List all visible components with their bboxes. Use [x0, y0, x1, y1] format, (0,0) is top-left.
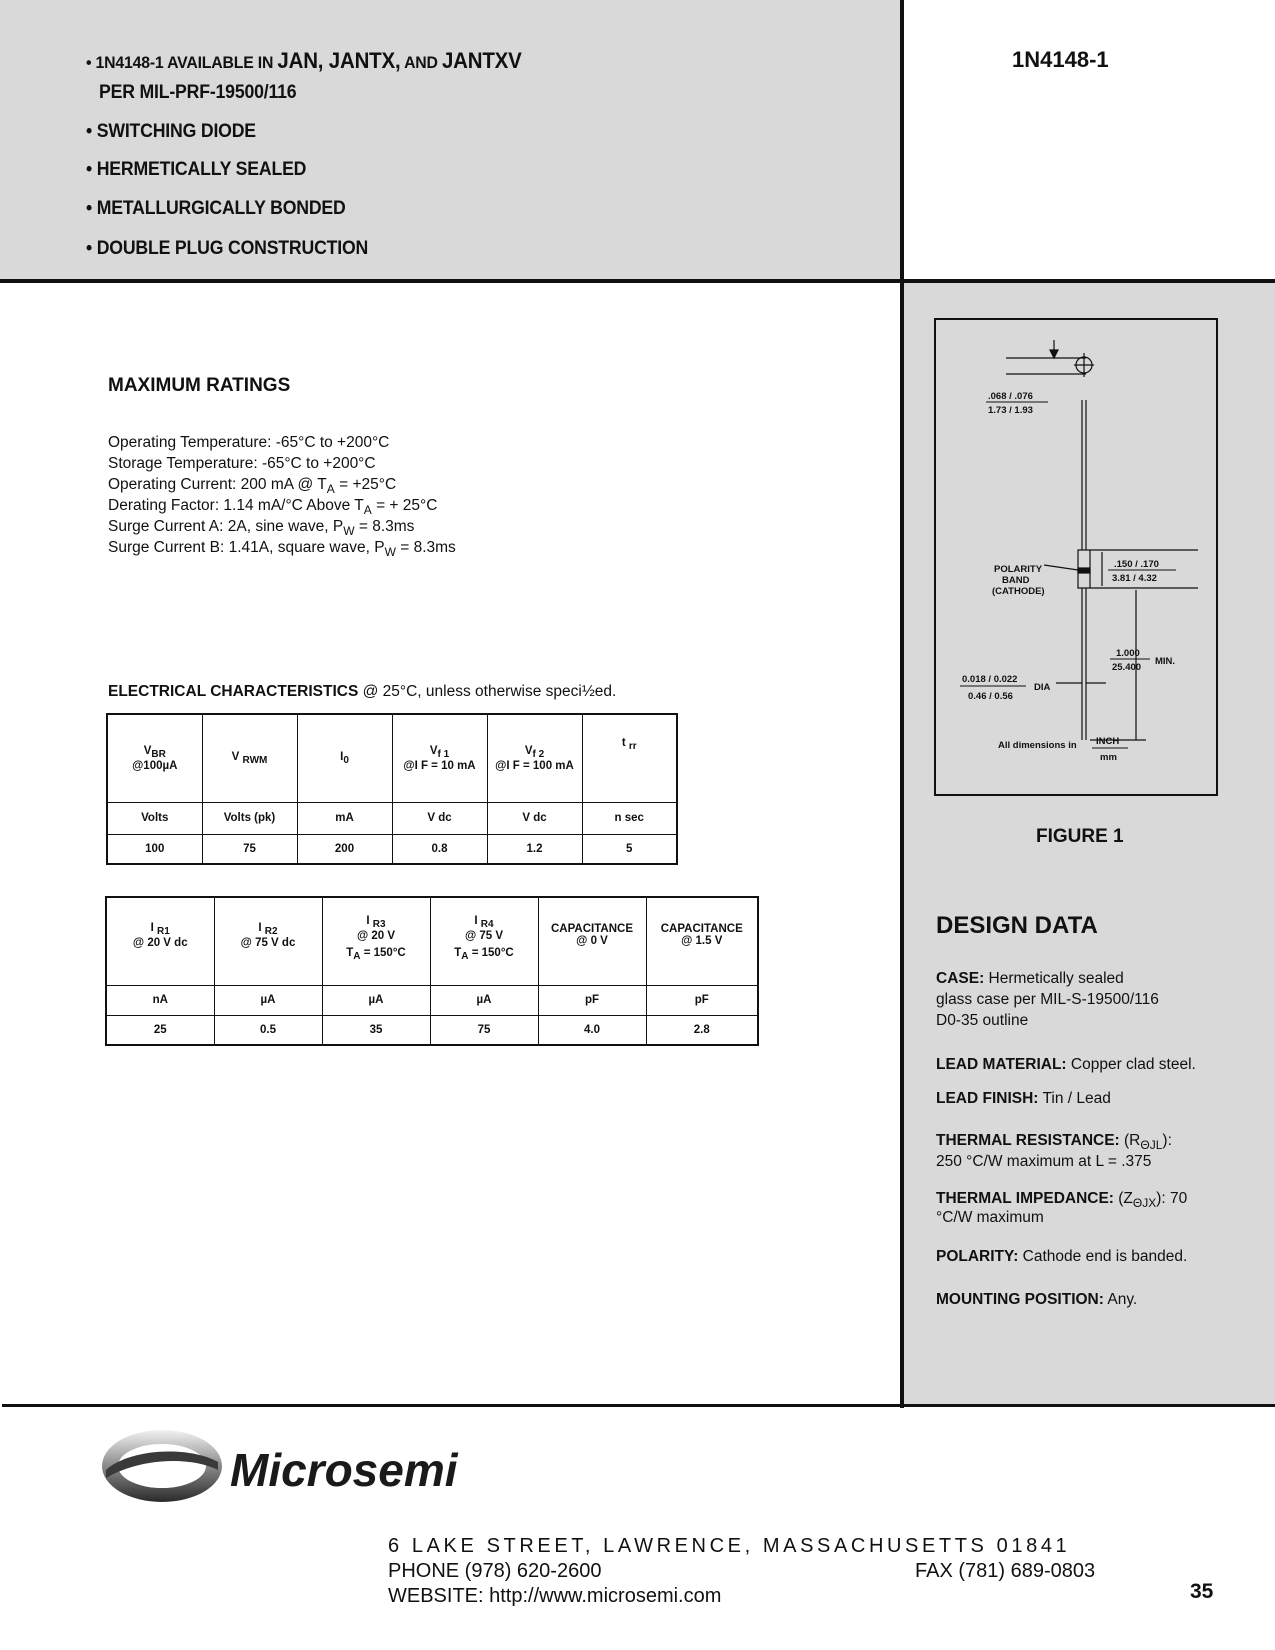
feature-mil-spec: PER MIL-PRF-19500/116 [99, 82, 297, 103]
ratings-title: MAXIMUM RATINGS [108, 375, 291, 396]
microsemi-logo [100, 1418, 480, 1508]
table-value-cell: 5 [582, 834, 677, 864]
rating-line: Surge Current A: 2A, sine wave, $P_W = 8.3ms$ [108, 518, 415, 538]
footer-divider [2, 1404, 1275, 1407]
table-unit-cell: nA [106, 985, 214, 1015]
design-lead-material: LEAD MATERIAL: Copper clad steel. [936, 1056, 1196, 1073]
polarity-label-1: POLARITY [994, 564, 1043, 575]
table-header-cell: V RWM [202, 714, 297, 802]
rating-line: Surge Current B: 1.41A, square wave, $P_W = 8.3ms$ [108, 539, 456, 559]
table-value-cell: 0.5 [214, 1015, 322, 1045]
table-unit-cell: Volts [107, 802, 202, 834]
table-header-cell: I0 [297, 714, 392, 802]
feature-switching: • SWITCHING DIODE [86, 121, 256, 142]
table-value-cell: 35 [322, 1015, 430, 1045]
design-polarity: POLARITY: Cathode end is banded. [936, 1248, 1188, 1265]
design-data-title: DESIGN DATA [936, 912, 1098, 939]
table-value-cell: 1.2 [487, 834, 582, 864]
table-unit-cell: V dc [392, 802, 487, 834]
feature-bonded: • METALLURGICALLY BONDED [86, 198, 346, 219]
table-unit-cell: pF [538, 985, 646, 1015]
table-unit-cell: µA [430, 985, 538, 1015]
table-header-cell: I R3 @ 20 V TA = 150°C [322, 897, 430, 985]
dim-body-inch: .150 / .170 [1114, 559, 1159, 570]
table-header-cell: I R1 @ 20 V dc [132, 921, 188, 949]
design-thermal-resistance: THERMAL RESISTANCE: $(R_{\Theta JL})$: 250 °C/W maximum at L = .375 [936, 1132, 1172, 1170]
logo-wordmark: Microsemi [230, 1444, 458, 1496]
table-value-cell: 25 [106, 1015, 214, 1045]
table-header-cell: I R4 @ 75 V TA = 150°C [430, 897, 538, 985]
table-unit-cell: µA [322, 985, 430, 1015]
dim-lead-dia-inch: .068 / .076 [988, 391, 1033, 402]
rating-line: Operating Temperature: -65°C to +200°C [108, 434, 390, 451]
table-unit-cell: V dc [487, 802, 582, 834]
table-unit-cell: mA [297, 802, 392, 834]
table-value-cell: 0.8 [392, 834, 487, 864]
table-value-cell: 2.8 [646, 1015, 758, 1045]
dim-lead-len-inch: 1.000 [1116, 648, 1140, 659]
design-mounting: MOUNTING POSITION: Any. [936, 1291, 1138, 1308]
table-value-cell: 200 [297, 834, 392, 864]
table-header-cell: Vf 2 @I F = 100 mA [487, 714, 582, 802]
rating-line: Storage Temperature: -65°C to +200°C [108, 455, 376, 472]
table-unit-cell: pF [646, 985, 758, 1015]
diode-outline-svg [936, 320, 1216, 794]
table-header-cell: Vf 1 @I F = 10 mA [392, 714, 487, 802]
rating-line: Derating Factor: 1.14 mA/°C Above $T_A$ = + 25°C [108, 497, 438, 517]
dim-lead-len-mm: 25.400 [1112, 662, 1142, 673]
footer-phone: PHONE (978) 620-2600 [388, 1560, 602, 1582]
table-unit-cell: Volts (pk) [202, 802, 297, 834]
table-header-cell: t rr [582, 714, 677, 802]
feature-hermetic: • HERMETICALLY SEALED [86, 159, 307, 180]
part-number: 1N4148-1 [1012, 47, 1109, 72]
footer-address: 6 LAKE STREET, LAWRENCE, MASSACHUSETTS 01841 [388, 1535, 1071, 1557]
table-value-cell: 75 [202, 834, 297, 864]
dim-body-mm: 3.81 / 4.32 [1112, 573, 1157, 584]
header-divider [0, 279, 1275, 283]
units-note: All dimensions in [998, 740, 1077, 751]
units-inch: INCH [1096, 736, 1120, 747]
table-value-cell: 75 [430, 1015, 538, 1045]
table-unit-cell: n sec [582, 802, 677, 834]
polarity-label-3: (CATHODE) [992, 586, 1045, 597]
design-case: CASE: Hermetically sealed glass case per MIL-S-19500/116 D0-35 outline [936, 970, 1159, 1029]
dim-lead-len-suffix: MIN. [1155, 656, 1176, 667]
vertical-divider [900, 0, 904, 1408]
polarity-label-2: BAND [1002, 575, 1030, 586]
figure-caption: FIGURE 1 [1036, 826, 1124, 847]
feature-double-plug: • DOUBLE PLUG CONSTRUCTION [86, 238, 369, 259]
dim-wire-mm: 0.46 / 0.56 [968, 691, 1013, 702]
dim-wire-suffix: DIA [1034, 682, 1051, 693]
table-value-cell: 4.0 [538, 1015, 646, 1045]
table-header-cell: I R2 @ 75 V dc [214, 897, 322, 985]
dim-wire-inch: 0.018 / 0.022 [962, 674, 1018, 685]
footer-fax: FAX (781) 689-0803 [915, 1560, 1096, 1582]
rating-line: Operating Current: 200 mA @ $T_A = +25^\circ C$ [108, 476, 397, 496]
feature-availability: • 1N4148-1 AVAILABLE IN JAN, JANTX, AND JANTXV [86, 48, 522, 73]
design-lead-finish: LEAD FINISH: Tin / Lead [936, 1090, 1111, 1107]
polarity-band [1078, 568, 1090, 573]
table-header-cell: VBR @100µA [132, 744, 178, 772]
table-value-cell: 100 [107, 834, 202, 864]
ratings-list [108, 432, 456, 558]
footer-website[interactable]: WEBSITE: http://www.microsemi.com [388, 1585, 722, 1607]
table-unit-cell: µA [214, 985, 322, 1015]
design-thermal-impedance: THERMAL IMPEDANCE: $(Z_{\Theta JX})$: 70 °C/W maximum [936, 1190, 1188, 1226]
figure-1-drawing [934, 318, 1218, 796]
table-header-cell: CAPACITANCE @ 1.5 V [646, 897, 758, 985]
arrow-head [1050, 350, 1058, 358]
units-mm: mm [1100, 752, 1117, 763]
dim-lead-dia-mm: 1.73 / 1.93 [988, 405, 1033, 416]
table-header-cell: CAPACITANCE @ 0 V [538, 897, 646, 985]
electrical-heading: ELECTRICAL CHARACTERISTICS @ 25°C, unless otherwise speci½ed. [108, 683, 617, 700]
electrical-table-1 [106, 713, 678, 865]
page-number: 35 [1190, 1580, 1214, 1603]
electrical-table-2 [105, 896, 759, 1046]
